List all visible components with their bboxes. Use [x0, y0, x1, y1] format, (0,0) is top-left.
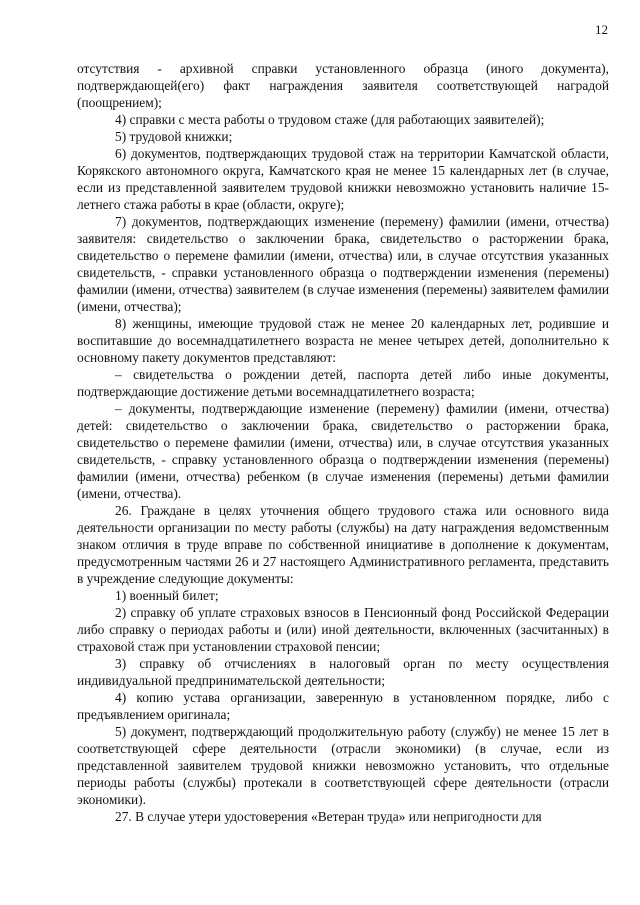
dash-item-name-change-documents: – документы, подтверждающие изменение (перемену) фамилии (имени, отчества) детей: свидетельство о заключении брака, свидетельство о расторжении брака, свидетельство о перемене фамилии (имени, отчества) или, в случае отсутствия указанных свидетельств, - справку установленного образца о подтверждении изменения (перемены) фамилии (имени, отчества) ребенком (в случае изменения (перемены) детьми фамилии (имени, отчества). [77, 401, 609, 501]
clause-26-item-1: 1) военный билет; [115, 588, 219, 603]
clause-26-item-2: 2) справку об уплате страховых взносов в Пенсионный фонд Российской Федерации либо справку о периодах работы и (или) иной деятельности, включенных (засчитанных) в страховой стаж при установлении страховой пенсии; [77, 605, 609, 654]
dash-item-birth-certificates: – свидетельства о рождении детей, паспорта детей либо иные документы, подтверждающие достижение детьми восемнадцатилетнего возраста; [77, 367, 609, 399]
list-item-5: 5) трудовой книжки; [115, 129, 233, 144]
clause-26-item-4: 4) копию устава организации, заверенную в установленном порядке, либо с предъявлением оригинала; [77, 690, 609, 722]
list-item-6: 6) документов, подтверждающих трудовой стаж на территории Камчатской области, Корякского автономного округа, Камчатского края не менее 15 календарных лет (в случае, если из представленной заявителем трудовой книжки невозможно установить наличие 15-летнего стажа работы в крае (области, округе); [77, 146, 609, 212]
paragraph-continuation: отсутствия - архивной справки установленного образца (иного документа), подтверждающей(его) факт награждения заявителя соответствующей наградой (поощрением); [77, 61, 609, 110]
clause-26-item-5: 5) документ, подтверждающий продолжительную работу (службу) не менее 15 лет в соответствующей сфере деятельности (отрасли экономики) (в случае, если из представленной заявителем трудовой книжки невозможно установить, что отдельные периоды работы (службы) протекали в соответствующей сфере деятельности (отрасли экономики). [77, 724, 609, 807]
list-item-4: 4) справки с места работы о трудовом стаже (для работающих заявителей); [115, 112, 545, 127]
document-body [77, 60, 609, 825]
clause-26: 26. Граждане в целях уточнения общего трудового стажа или основного вида деятельности организации по месту работы (службы) на дату награждения ведомственным знаком отличия в труде вправе по собственной инициативе в дополнение к документам, предусмотренным частями 26 и 27 настоящего Административного регламента, представить в учреждение следующие документы: [77, 503, 609, 586]
list-item-8: 8) женщины, имеющие трудовой стаж не менее 20 календарных лет, родившие и воспитавшие до восемнадцатилетнего возраста не менее четырех детей, дополнительно к основному пакету документов представляют: [77, 316, 609, 365]
list-item-7: 7) документов, подтверждающих изменение (перемену) фамилии (имени, отчества) заявителя: свидетельство о заключении брака, свидетельство о расторжении брака, свидетельство о перемене фамилии (имени, отчества) или, в случае отсутствия указанных свидетельств, - справки установленного образца о подтверждении изменения (перемены) фамилии (имени, отчества) заявителем (в случае изменения (перемены) заявителем фамилии (имени, отчества); [77, 214, 609, 314]
page-number: 12 [595, 22, 608, 37]
clause-27-start: 27. В случае утери удостоверения «Ветеран труда» или непригодности для [115, 809, 542, 824]
clause-26-item-3: 3) справку об отчислениях в налоговый орган по месту осуществления индивидуальной предпринимательской деятельности; [77, 656, 609, 688]
